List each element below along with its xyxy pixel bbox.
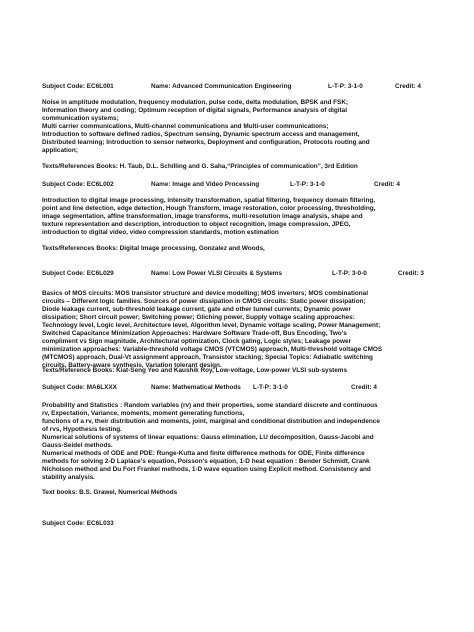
subject-credit: Credit: 4 xyxy=(395,83,421,90)
subject-ltp: L-T-P: 3-1-0 xyxy=(253,384,288,391)
subject-header xyxy=(0,181,474,190)
body-line: Nicholson method and Du Fort Frankel methods, 1-D wave equation using Explicit method. Consistency and xyxy=(42,466,371,473)
reference-books: Texts/Reference Books: Kiat-Seng Yeo and Kaushik Roy, Low-voltage, Low-power VLSI sub-systems xyxy=(42,367,348,374)
subject-name: Name: Image and Video Processing xyxy=(151,181,260,188)
body-line: (MTCMOS) approach, Dual-Vt assignment approach, Transistor stacking; Special Topics: Adiabatic switching xyxy=(42,354,373,361)
subject-ltp: L-T-P: 3-1-0 xyxy=(290,181,325,188)
subject-header xyxy=(0,83,474,92)
subject-code: Subject Code: EC6L001 xyxy=(42,83,114,90)
body-line: Noise in amplitude modulation, frequency modulation, pulse code, delta modulation, BPSK and FSK; xyxy=(42,99,349,106)
body-line: rv, Expectation, Variance, moments, moment generating functions, xyxy=(42,410,245,417)
body-line: Switched Capacitance Minimization Approaches: Hardware Software Trade-off, Bus Encoding, Two's xyxy=(42,330,347,337)
body-line: minimization approaches: Variable-threshold voltage CMOS (VTCMOS) approach, Multi-threshold voltage CMOS xyxy=(42,346,383,353)
body-line: Diode leakage current, sub-threshold leakage current, gate and other tunnel currents; Dynamic power xyxy=(42,306,351,313)
body-line: Information theory and coding; Optimum reception of digital signals, Performance analysis of digital xyxy=(42,107,348,114)
body-line: Numerical methods of ODE and PDE: Runge-Kutta and finite difference methods for ODE, Finite difference xyxy=(42,450,365,457)
body-line: dissipation; Short circuit power; Switching power; Gliching power, Supply voltage scaling approaches: xyxy=(42,314,355,321)
subject-credit: Credit: 4 xyxy=(374,181,400,188)
subject-credit: Credit: 3 xyxy=(398,270,424,277)
subject-name: Name: Mathematical Methods xyxy=(151,384,241,391)
body-line: introduction to digital video, video compression standards, motion estimation xyxy=(42,229,279,236)
body-line: Introduction to software defined radios, Spectrum sensing, Dynamic spectrum access and management, xyxy=(42,131,360,138)
subject-header xyxy=(0,270,474,279)
body-line: of rvs, Hypothesis testing. xyxy=(42,426,122,433)
body-line: point and line detection, edge detection, Hough Transform, image restoration, color processing, thresholding, xyxy=(42,205,376,212)
reference-books: Text books: B.S. Grawel, Numerical Methods xyxy=(42,489,178,496)
body-line: stability analysis. xyxy=(42,474,95,481)
body-line: Multi carrier communications, Multi-channel communications and Multi-user communications; xyxy=(42,123,329,130)
body-line: Basics of MOS circuits: MOS transistor structure and device modelling; MOS inverters; MOS combinational xyxy=(42,290,368,297)
subject-header xyxy=(0,384,474,393)
subject-code: Subject Code: EC6L033 xyxy=(42,520,114,527)
body-line: Introduction to digital image processing, intensity transformation, spatial filtering, frequency domain filtering, xyxy=(42,197,376,204)
body-line: image segmentation, affine transformation, image transforms, multi-resolution image analysis, shape and xyxy=(42,213,363,220)
body-line: Technology level, Logic level, Architecture level, Algorithm level, Dynamic voltage scaling, Power Management; xyxy=(42,322,381,329)
subject-credit: Credit: 4 xyxy=(351,384,377,391)
body-line: circuits, Battery-aware synthesis, Variation tolerant design. xyxy=(42,362,222,369)
body-line: methods for solving 2-D Laplace's equation, Poisson's equation, 1-D heat equation : Bender Schmidt, Crank xyxy=(42,458,370,465)
body-line: Probability and Statistics : Random variables (rv) and their properties, some standard discrete and continuous xyxy=(42,402,378,409)
body-line: application; xyxy=(42,147,78,154)
body-line: Distributed learning; Introduction to sensor networks, Deployment and configuration, Protocols routing and xyxy=(42,139,370,146)
subject-name: Name: Advanced Communication Engineering xyxy=(151,83,292,90)
body-line: compliment vs Sign magnitude, Architectural optimization, Clock gating, Logic styles; Leakage power xyxy=(42,338,352,345)
reference-books: Texts/References Books: H. Taub, D.L. Schilling and G. Saha,“Principles of communication”, 3rd Edition xyxy=(42,163,358,170)
subject-code: Subject Code: EC6L002 xyxy=(42,181,114,188)
subject-code: Subject Code: MA6LXXX xyxy=(42,384,117,391)
body-line: communication systems; xyxy=(42,115,119,122)
reference-books: Texts/References Books: Digital Image processing, Gonzalez and Woods, xyxy=(42,245,265,252)
body-line: Gauss-Seidel methods. xyxy=(42,442,113,449)
body-line: circuits – Different logic families. Sources of power dissipation in CMOS circuits: Static power dissipation; xyxy=(42,298,366,305)
body-line: texture representation and description, introduction to object recognition, image compression, JPEG, xyxy=(42,221,351,228)
subject-ltp: L-T-P: 3-0-0 xyxy=(332,270,367,277)
subject-ltp: L-T-P: 3-1-0 xyxy=(328,83,363,90)
body-line: functions of a rv, their distribution and moments, joint, marginal and conditional distribution and independence xyxy=(42,418,380,425)
body-line: Numerical solutions of systems of linear equations: Gauss elimination, LU decomposition, Gauss-Jacobi and xyxy=(42,434,374,441)
subject-code: Subject Code: EC6L029 xyxy=(42,270,114,277)
subject-name: Name: Low Power VLSI Circuits & Systems xyxy=(151,270,283,277)
